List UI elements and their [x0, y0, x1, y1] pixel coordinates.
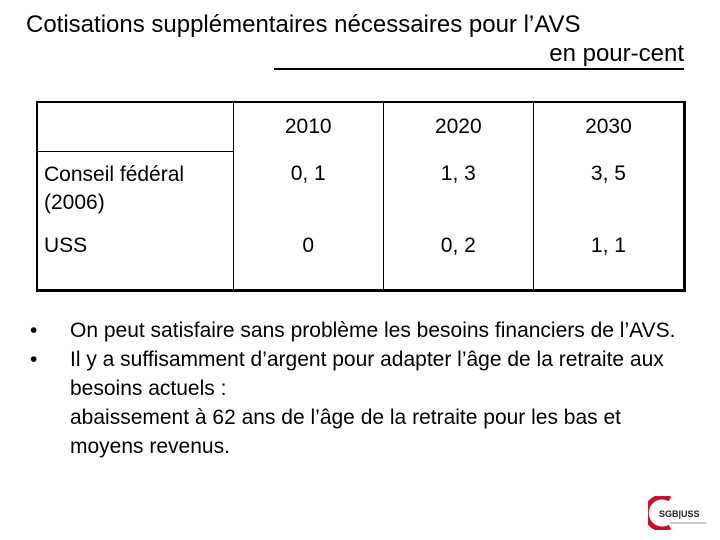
sgb-uss-logo: [648, 496, 712, 530]
table-row: [37, 226, 685, 291]
title-line-2: en pour-cent: [274, 40, 684, 70]
table-cell: 1, 3: [383, 152, 533, 226]
row-label: Conseil fédéral (2006): [37, 152, 233, 226]
title-line-1: Cotisations supplémentaires nécessaires pour l’AVS: [26, 11, 581, 38]
table-header-row: [37, 102, 685, 152]
table-header-2030: 2030: [585, 115, 632, 139]
row-label: USS: [37, 226, 233, 291]
table-cell: 1, 1: [590, 233, 626, 257]
table-row: [37, 152, 685, 226]
bullet-dot: •: [30, 348, 38, 371]
contribution-table: [36, 101, 686, 292]
logo-text: SGB|USS: [659, 509, 700, 519]
table-header-2010: 2010: [233, 102, 383, 152]
table-cell: 0, 2: [383, 226, 533, 291]
bullet-list: [30, 316, 690, 461]
bullet-dot: •: [30, 319, 38, 342]
bullet-continuation: abaissement à 62 ans de l’âge de la retraite pour les bas et moyens revenus.: [70, 406, 622, 458]
slide-title: [26, 10, 686, 70]
bullet-text: Il y a suffisamment d’argent pour adapter l’âge de la retraite aux besoins actuels :: [70, 348, 664, 400]
bullet-item: [30, 316, 690, 345]
table-header-empty: [37, 102, 233, 152]
table-cell: 0, 1: [233, 152, 383, 226]
table-cell: 0: [233, 226, 383, 291]
table-cell: 3, 5: [590, 161, 626, 185]
bullet-item: [30, 345, 690, 461]
table-header-2020: 2020: [383, 102, 533, 152]
bullet-text: On peut satisfaire sans problème les besoins financiers de l’AVS.: [70, 319, 676, 342]
